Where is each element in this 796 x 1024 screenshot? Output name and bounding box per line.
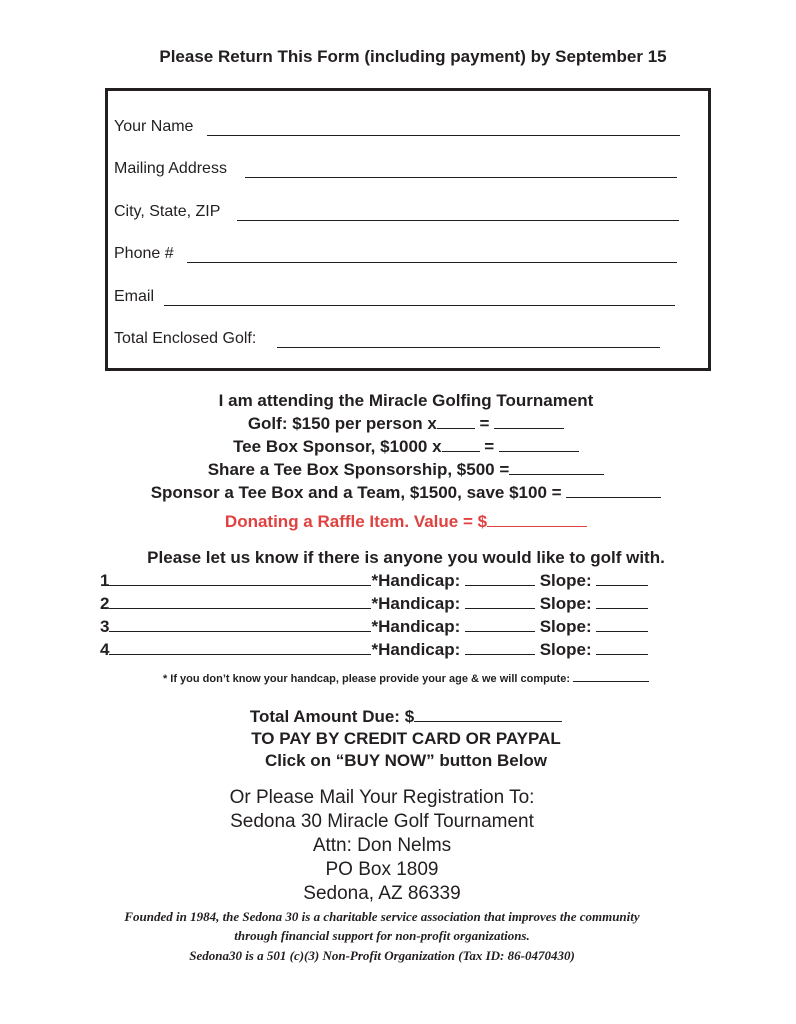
golfer-name-field[interactable] xyxy=(109,617,371,632)
name-field[interactable] xyxy=(207,135,680,136)
sponsor-team-field[interactable] xyxy=(566,483,661,498)
golf-with-heading: Please let us know if there is anyone you would like to golf with. xyxy=(147,548,665,567)
total-enclosed-label: Total Enclosed Golf: xyxy=(114,330,257,347)
golf-total-field[interactable] xyxy=(494,414,564,429)
slope-label: Slope: xyxy=(535,571,597,590)
raffle-value-field[interactable] xyxy=(487,512,587,527)
raffle-line xyxy=(0,512,796,532)
name-label: Your Name xyxy=(114,118,194,135)
tee-box-quantity-field[interactable] xyxy=(442,437,480,452)
org-description-line1: Founded in 1984, the Sedona 30 is a charitable service association that improves the community xyxy=(124,909,640,924)
golfer-number: 3 xyxy=(100,617,110,636)
mail-intro: Or Please Mail Your Registration To: xyxy=(229,787,535,808)
org-description-line2: through financial support for non-profit organizations. xyxy=(234,928,530,943)
phone-label: Phone # xyxy=(114,245,174,262)
handicap-footnote-text: * If you don’t know your handcap, please provide your age & we will compute: xyxy=(162,673,574,685)
total-due-label: Total Amount Due: $ xyxy=(249,707,415,726)
handicap-label: *Handicap: xyxy=(371,571,465,590)
golfer-number: 1 xyxy=(100,571,110,590)
total-due-field[interactable] xyxy=(414,707,562,722)
handicap-field[interactable] xyxy=(465,640,535,655)
tee-box-total-field[interactable] xyxy=(499,437,579,452)
golfer-name-field[interactable] xyxy=(109,571,371,586)
golf-quantity-field[interactable] xyxy=(437,414,475,429)
city-state-zip-label: City, State, ZIP xyxy=(114,203,221,220)
mail-city: Sedona, AZ 86339 xyxy=(303,883,461,904)
share-sponsorship-line xyxy=(0,460,796,480)
golfer-name-field[interactable] xyxy=(109,640,371,655)
form-title: Please Return This Form (including payment) by September 15 xyxy=(159,47,667,66)
slope-field[interactable] xyxy=(596,617,648,632)
handicap-label: *Handicap: xyxy=(371,617,465,636)
attending-heading: I am attending the Miracle Golfing Tournament xyxy=(218,391,594,410)
handicap-footnote xyxy=(0,672,796,685)
handicap-field[interactable] xyxy=(465,594,535,609)
email-label: Email xyxy=(114,288,155,305)
tee-box-sponsor-label: Tee Box Sponsor, $1000 x xyxy=(233,437,442,456)
slope-label: Slope: xyxy=(535,617,597,636)
mailing-address-label: Mailing Address xyxy=(114,160,227,177)
mail-attn: Attn: Don Nelms xyxy=(312,835,452,856)
golfer-row-2 xyxy=(100,594,648,614)
handicap-label: *Handicap: xyxy=(371,640,465,659)
golfer-row-4 xyxy=(100,640,648,660)
golfer-row-3 xyxy=(100,617,648,637)
tee-box-equals: = xyxy=(479,437,499,456)
phone-field[interactable] xyxy=(187,262,677,263)
handicap-label: *Handicap: xyxy=(371,594,465,613)
buy-now-line: Click on “BUY NOW” button Below xyxy=(264,751,548,770)
golf-equals: = xyxy=(474,414,495,433)
handicap-field[interactable] xyxy=(465,571,535,586)
golfer-number: 2 xyxy=(100,594,110,613)
contact-info-box xyxy=(105,88,711,371)
share-sponsorship-field[interactable] xyxy=(509,460,604,475)
slope-field[interactable] xyxy=(596,571,648,586)
sponsor-team-line xyxy=(0,483,796,503)
sponsor-team-label: Sponsor a Tee Box and a Team, $1500, save $100 = xyxy=(150,483,567,502)
share-sponsorship-label: Share a Tee Box Sponsorship, $500 = xyxy=(207,460,510,479)
mailing-address-field[interactable] xyxy=(245,177,677,178)
raffle-label: Donating a Raffle Item. Value = $ xyxy=(224,512,488,531)
golfer-name-field[interactable] xyxy=(109,594,371,609)
golfer-row-1 xyxy=(100,571,648,591)
slope-field[interactable] xyxy=(596,640,648,655)
golfer-number: 4 xyxy=(100,640,110,659)
mail-org-name: Sedona 30 Miracle Golf Tournament xyxy=(230,811,534,832)
total-due-line xyxy=(0,707,796,727)
credit-card-line: TO PAY BY CREDIT CARD OR PAYPAL xyxy=(251,729,561,748)
golf-per-person-label: Golf: $150 per person x xyxy=(247,414,437,433)
tee-box-sponsor-line xyxy=(0,437,796,457)
slope-field[interactable] xyxy=(596,594,648,609)
org-tax-status: Sedona30 is a 501 (c)(3) Non-Profit Organization (Tax ID: 86-0470430) xyxy=(189,948,575,963)
handicap-field[interactable] xyxy=(465,617,535,632)
email-field[interactable] xyxy=(164,305,675,306)
golf-per-person-line xyxy=(0,414,796,434)
slope-label: Slope: xyxy=(535,594,597,613)
total-enclosed-field[interactable] xyxy=(277,347,660,348)
mail-po-box: PO Box 1809 xyxy=(325,859,439,880)
city-state-zip-field[interactable] xyxy=(237,220,679,221)
age-field[interactable] xyxy=(573,672,649,682)
slope-label: Slope: xyxy=(535,640,597,659)
